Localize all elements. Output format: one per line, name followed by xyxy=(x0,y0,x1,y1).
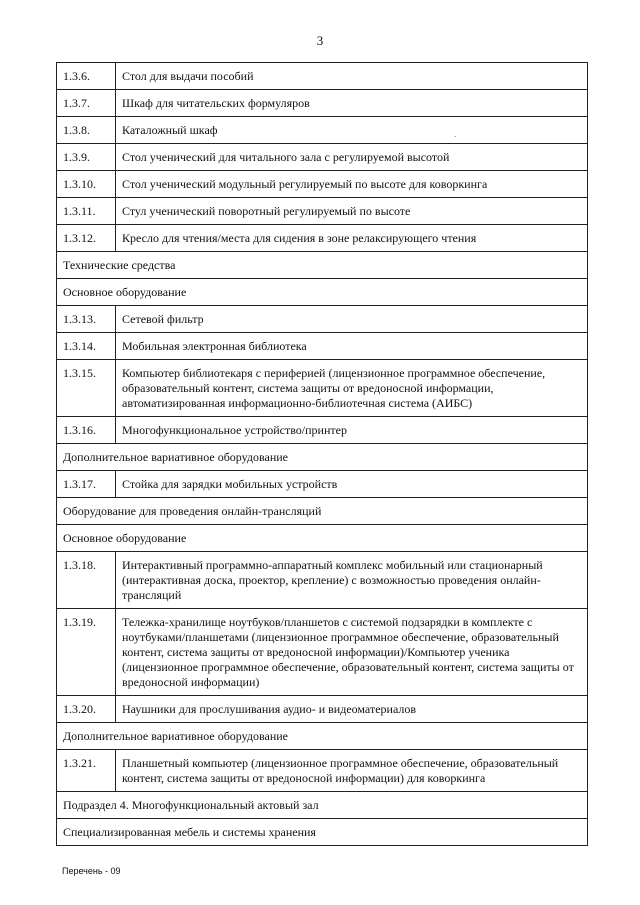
table-row xyxy=(57,171,588,198)
item-number: 1.3.15. xyxy=(57,360,116,417)
item-number: 1.3.14. xyxy=(57,333,116,360)
section-row xyxy=(57,525,588,552)
item-description: Сетевой фильтр xyxy=(116,306,588,333)
item-description: Каталожный шкаф xyxy=(116,117,588,144)
table-row xyxy=(57,471,588,498)
item-number: 1.3.9. xyxy=(57,144,116,171)
item-description: Стол ученический для читального зала с регулируемой высотой xyxy=(116,144,588,171)
section-row xyxy=(57,792,588,819)
scan-artifact-dot: · xyxy=(454,133,457,141)
section-row xyxy=(57,444,588,471)
section-heading: Дополнительное вариативное оборудование xyxy=(57,444,588,471)
item-number: 1.3.16. xyxy=(57,417,116,444)
item-description: Тележка-хранилище ноутбуков/планшетов с системой подзарядки в комплекте с ноутбуками/планшетами (лицензионное программное обеспечение, образовательный контент, система защиты от вредоносной информации)/Компьютер ученика (лицензионное программное обеспечение, образовательный контент, система защиты от вредоносной информации) xyxy=(116,609,588,696)
item-description: Стул ученический поворотный регулируемый по высоте xyxy=(116,198,588,225)
table-row xyxy=(57,225,588,252)
table-row xyxy=(57,144,588,171)
section-row xyxy=(57,723,588,750)
item-description: Стойка для зарядки мобильных устройств xyxy=(116,471,588,498)
item-description: Стол для выдачи пособий xyxy=(116,63,588,90)
equipment-table xyxy=(56,62,588,846)
item-description: Интерактивный программно-аппаратный комплекс мобильный или стационарный (интерактивная доска, проектор, крепление) с возможностью проведения онлайн-трансляций xyxy=(116,552,588,609)
section-row xyxy=(57,498,588,525)
section-heading: Основное оборудование xyxy=(57,279,588,306)
table-row xyxy=(57,696,588,723)
item-number: 1.3.12. xyxy=(57,225,116,252)
section-heading: Специализированная мебель и системы хранения xyxy=(57,819,588,846)
table-row xyxy=(57,117,588,144)
table-row xyxy=(57,198,588,225)
section-heading: Оборудование для проведения онлайн-трансляций xyxy=(57,498,588,525)
item-number: 1.3.8. xyxy=(57,117,116,144)
item-description: Мобильная электронная библиотека xyxy=(116,333,588,360)
table-row xyxy=(57,609,588,696)
item-description: Стол ученический модульный регулируемый по высоте для коворкинга xyxy=(116,171,588,198)
table-row xyxy=(57,417,588,444)
table-row xyxy=(57,360,588,417)
item-number: 1.3.21. xyxy=(57,750,116,792)
item-number: 1.3.13. xyxy=(57,306,116,333)
table-row xyxy=(57,333,588,360)
item-description: Многофункциональное устройство/принтер xyxy=(116,417,588,444)
item-number: 1.3.10. xyxy=(57,171,116,198)
item-number: 1.3.17. xyxy=(57,471,116,498)
item-description: Кресло для чтения/места для сидения в зоне релаксирующего чтения xyxy=(116,225,588,252)
section-heading: Дополнительное вариативное оборудование xyxy=(57,723,588,750)
item-description: Шкаф для читательских формуляров xyxy=(116,90,588,117)
equipment-table-body xyxy=(57,63,588,846)
table-row xyxy=(57,63,588,90)
table-row xyxy=(57,552,588,609)
item-number: 1.3.7. xyxy=(57,90,116,117)
section-row xyxy=(57,819,588,846)
page-number: 3 xyxy=(316,33,324,48)
item-description: Наушники для прослушивания аудио- и видеоматериалов xyxy=(116,696,588,723)
item-number: 1.3.18. xyxy=(57,552,116,609)
table-row xyxy=(57,90,588,117)
table-row xyxy=(57,750,588,792)
item-number: 1.3.11. xyxy=(57,198,116,225)
section-heading: Подраздел 4. Многофункциональный актовый зал xyxy=(57,792,588,819)
item-description: Планшетный компьютер (лицензионное программное обеспечение, образовательный контент, система защиты от вредоносной информации) для коворкинга xyxy=(116,750,588,792)
section-row xyxy=(57,252,588,279)
item-description: Компьютер библиотекаря с периферией (лицензионное программное обеспечение, образовательный контент, система защиты от вредоносной информации, автоматизированная информационно-библиотечная система (АИБС) xyxy=(116,360,588,417)
table-row xyxy=(57,306,588,333)
item-number: 1.3.19. xyxy=(57,609,116,696)
item-number: 1.3.6. xyxy=(57,63,116,90)
section-heading: Технические средства xyxy=(57,252,588,279)
section-heading: Основное оборудование xyxy=(57,525,588,552)
section-row xyxy=(57,279,588,306)
footer-label: Перечень - 09 xyxy=(62,866,121,876)
item-number: 1.3.20. xyxy=(57,696,116,723)
